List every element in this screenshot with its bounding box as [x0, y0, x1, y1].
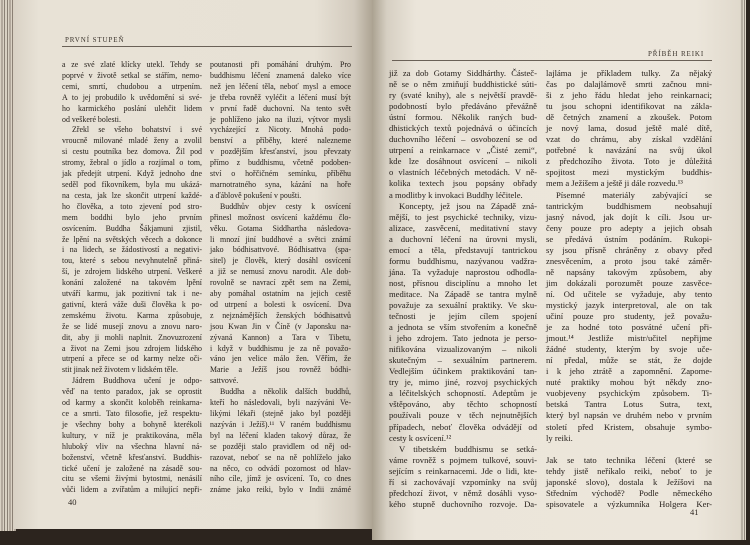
text-line: je nový lama, dosud ještě malé dítě,	[546, 123, 712, 134]
text-line: spisovatele a výzkumníka Holgera Ker-	[546, 498, 712, 509]
text-line: sejícím s reinkarnacemi. Jde o lidi, kte-	[389, 465, 537, 476]
text-line: alizace, zasvěcení, meditativní stavy	[389, 222, 537, 233]
paragraph	[210, 387, 351, 496]
text-line: aby pomáhal ostatním na jejich cestě	[210, 289, 351, 299]
text-line: skutečným – sexuálním partnerem.	[389, 355, 537, 366]
text-line: gativní, která váže duši člověka k po-	[62, 299, 202, 309]
text-line: osvícením. Buddha Šákjamuni zjistil,	[62, 223, 202, 233]
text-line: Zřekl se všeho bohatství i své	[72, 125, 202, 135]
text-line: v první řadě duchovní. Na tento svět	[210, 103, 351, 113]
text-line: Písemné materiály zabývající se	[556, 189, 712, 200]
text-line: váme rovněž s pojmem tulkové, souvi-	[389, 454, 537, 465]
page-edges-right	[740, 0, 746, 540]
text-line: Jak se tato technika léčení (které se	[546, 454, 712, 465]
text-line: stromy, žebral o jídlo a rozjímal o tom,	[62, 158, 202, 168]
text-line: japonské slovo), dostala k Ježíšovi na	[546, 476, 712, 487]
text-line: lajláma je příkladem tulky. Za nějaký	[546, 68, 712, 78]
text-line: buddhismu léčení znamená daleko více	[210, 70, 351, 80]
text-line: věď na tento paradox, jak se oprostit	[62, 387, 202, 397]
header-rule-right	[392, 60, 712, 61]
text-line: zývaná Kannon) a Tara v Tibetu,	[210, 332, 351, 342]
text-line: razovat, neboť se na ně pohlíželo jako	[210, 452, 351, 462]
text-line: utváří karmu, jak pozitivní tak i ne-	[62, 289, 202, 299]
text-line: na cesta, jak lze skončit utrpení každé-	[62, 190, 202, 200]
text-line: formu buddhismu, nazývanou vadžra-	[389, 255, 537, 266]
text-line: duchovního léčení – osvobození se od	[389, 134, 537, 145]
text-line: ho člověka, a toto zjevení pod stro-	[62, 201, 202, 211]
header-rule-left	[62, 46, 352, 47]
text-line: Vedlejším účinkem praktikování tan-	[389, 366, 537, 377]
text-line: od karmy a skončit koloběh reinkarna-	[62, 398, 202, 408]
text-line: jako bódhisattvové. Bódhisattva (spa-	[210, 245, 351, 255]
text-column-right-1	[389, 68, 537, 510]
text-line: čeny pouze pro adepty a jejich obsah	[546, 222, 712, 233]
paragraph	[389, 444, 537, 510]
paragraph	[62, 60, 202, 125]
text-line: učiní pouze pro studenty, jež považu-	[546, 311, 712, 322]
text-line: nuté praktiky mohou být někdy zno-	[546, 377, 712, 388]
text-line: jmout.¹⁴ Jestliže mistr/učitel nepřijme	[546, 333, 712, 344]
text-line: než jen léčení těla, neboť mysl a emoce	[210, 81, 351, 91]
page-number-right: 41	[690, 507, 699, 517]
text-line: jim dokázali porozumět pouze zasvěce-	[546, 277, 712, 288]
paragraph	[62, 125, 202, 376]
text-line: ství o hořčičném semínku, příběhu	[210, 169, 351, 179]
text-line: kého stupně duchovního rozvoje. Da-	[389, 498, 537, 509]
text-line: dě četných znamení a zkoušek. Potom	[546, 112, 712, 123]
text-column-right-2	[546, 68, 712, 510]
text-line: a modlitby k invokaci Buddhy léčitele.	[389, 189, 523, 200]
text-line: již za dob Gotamy Siddhárthy. Částeč-	[389, 68, 537, 78]
text-line: Koncepty, jež jsou na Západě zná-	[399, 200, 537, 211]
text-line: o vlastních léčebných metodách. V ně-	[389, 167, 537, 178]
text-line: kde lze dosáhnout osvícení – nikoli	[389, 156, 537, 167]
text-column-left-1	[62, 60, 202, 496]
paragraph	[546, 455, 712, 510]
text-line: emocí a těla, představují tantrickou	[389, 244, 537, 255]
text-line: případech, neboť člověka odvádějí od	[389, 421, 537, 432]
text-line: spojitost mezi mystickým buddhis-	[546, 167, 712, 178]
text-line: na něco, co odvádí pozornost od hlav-	[210, 463, 351, 473]
text-line: a jednota se vším stvořením a konečně	[389, 322, 537, 333]
text-line: boženství, včetně křesťanství. Buddhis-	[62, 452, 202, 462]
text-line: li mnozí jiní buddhové a světci známí	[210, 234, 351, 244]
text-line: poprvé v životě setkal se stářím, nemo-	[62, 70, 202, 80]
text-line: mější, to jest psychické techniky, vizu-	[389, 211, 537, 222]
text-line: nost, přísnou disciplínu a mnoho let	[389, 277, 537, 288]
text-line: tu jsou schopni identifikovat na zákla-	[546, 101, 712, 112]
text-line: cesty k osvícení.¹²	[389, 432, 452, 443]
text-line: žádné studenty, kterým by svoje uče-	[546, 344, 712, 355]
text-line: je třeba rovněž vyléčit a léčení musí být	[210, 92, 351, 102]
text-line: ší, je zdrojem lidského utrpení. Veškeré	[62, 267, 202, 277]
text-line: zemskému životu. Karma způsobuje,	[62, 310, 202, 320]
text-line: ně se o něm zmiňují buddhistické súti-	[389, 79, 537, 90]
text-line: kteří ho následovali, byli nazýváni Ve-	[210, 398, 351, 408]
text-line: se později stalo pravidlem od něj od-	[210, 441, 351, 451]
paragraph	[546, 68, 712, 190]
text-line: je pohlíženo jako na iluzi, výtvor mysli	[210, 114, 351, 124]
paragraph	[210, 202, 351, 387]
text-line: je za hodné toto posvátné učení při-	[546, 322, 712, 333]
text-line: i jeho zdrojem. Tato jednota je perso-	[389, 333, 537, 344]
text-line: V tibetském buddhismu se setká-	[399, 443, 537, 454]
text-line: try je, mimo jiné, rozvoj psychických	[389, 377, 537, 388]
text-line: přinesl možnost osvícení každému člo-	[210, 212, 351, 222]
text-line: který byl napsán ve druhém nebo v prvním	[546, 410, 712, 421]
text-line: utrpení a přece se od karmy nelze oči-	[62, 354, 202, 364]
text-line: jsou Kwan Jin v Číně (v Japonsku na-	[210, 321, 351, 331]
text-line: Buddha a několik dalších buddhů,	[220, 387, 351, 397]
text-line: byl na léčení kladen takový důraz, že	[210, 430, 351, 440]
text-line: ústní formou. Několik raných bud-	[389, 112, 537, 123]
text-line: jasný návod, jak dojít k cíli. Jsou ur-	[546, 211, 712, 222]
text-line: tehdy jistě neříkalo reiki, neboť to je	[546, 465, 712, 476]
text-line: mystický jazyk interpretoval, ale on tak	[546, 299, 712, 310]
text-line: hluboký vliv na všechna hlavní ná-	[62, 441, 202, 451]
text-line: vycházející z Nicoty. Mnohá podo-	[210, 125, 351, 135]
text-line: známe jako reiki, bylo v Indii známé	[210, 485, 351, 495]
text-line: z předchozího života. Toto je důležitá	[546, 156, 712, 167]
running-head-left: PRVNÍ STUPEŇ	[65, 36, 125, 44]
text-line: věku. Gotama Siddhartha následova-	[210, 223, 351, 233]
text-line: podobností bylo předáváno převážně	[389, 101, 537, 112]
text-line: z nejznámějších ženských bódhisattvů	[210, 310, 351, 320]
text-line: a léčitelských schopností. Adeptům je	[389, 388, 537, 399]
text-line: že se lidé musejí znovu a znovu naro-	[62, 321, 202, 331]
text-line: sitel) je člověk, který dosáhl osvícení	[210, 256, 351, 266]
text-line: znesvěcením, a proto jsou také záměr-	[546, 255, 712, 266]
text-line: A to jej probudilo k uvědomění si své-	[62, 92, 202, 102]
text-line: poutanosti při pomáhání druhým. Pro	[210, 60, 351, 69]
text-line: utrpení a reinkarnace v „Čisté zemi“,	[389, 145, 537, 156]
text-line: a život na Zemi jsou zdrojem lidského	[62, 343, 202, 353]
text-line: kultury, v níž je praktikována, měla	[62, 430, 202, 440]
text-line: ly reiki.	[546, 432, 573, 443]
text-line: tantrickým buddhismem neobsahují	[546, 200, 712, 211]
text-line: se předává ústním podáním. Rukopi-	[546, 233, 712, 244]
text-line: mem a Ježíšem a ještě ji dále rozvedu.¹³	[546, 178, 683, 189]
text-line: od utrpení a bolesti k osvícení. Dva	[210, 299, 351, 309]
text-line: vůči lidem a zvířatům a milující nepři-	[62, 485, 202, 495]
text-line: Středním východě? Podle německého	[546, 487, 712, 498]
text-line: seděl pod fíkovníkem, byla mu ukázá-	[62, 179, 202, 189]
text-line: cemi, smrtí, chudobou a utrpením.	[62, 81, 202, 91]
text-line: vuobjeveny psychickým způsobem. Ti-	[546, 388, 712, 399]
paragraph	[389, 201, 537, 444]
text-line: tečnosti je jejím cílem spojení	[389, 311, 537, 322]
text-line: v pozdějším křesťanství, jsou převzaty	[210, 147, 351, 157]
text-line: ně napsány takovým způsobem, aby	[546, 266, 712, 277]
text-line: a ďáblově pokušení v poušti.	[210, 190, 302, 200]
text-line: jána. Ta vyžaduje naprostou odhodla-	[389, 266, 537, 277]
text-line: ce a smrti. Tato filosofie, jež respektu-	[62, 409, 202, 418]
text-line: a duchovní léčení na úrovni mysli,	[389, 233, 537, 244]
text-line: citu se všemi živými bytostmi, nenásilí	[62, 474, 202, 484]
text-line: stit jinak než životem v lidském těle.	[62, 365, 178, 375]
section-break	[546, 444, 712, 455]
text-line: konání založené na takovém lpění	[62, 278, 202, 288]
text-line: kolika textech jsou popsány obřady	[389, 178, 537, 189]
paragraph	[210, 60, 351, 202]
text-line: je všechny bohy a bohyně kterékoli	[62, 419, 202, 429]
text-line: sattvové.	[210, 376, 239, 386]
text-line: Jádrem Buddhova učení je odpo-	[72, 376, 202, 386]
text-line: a ze své zlaté klícky utekl. Tehdy se	[62, 60, 202, 69]
text-line: čas po dalajlámově smrti začnou mni-	[546, 79, 712, 90]
text-line: ry (svaté knihy), ale s největší pravdě-	[389, 90, 537, 101]
text-line: sy jsou přísně chráněny z obavy před	[546, 244, 712, 255]
paragraph	[62, 376, 202, 496]
page-number-left: 40	[68, 497, 77, 507]
text-line: Buddhův objev cesty k osvícení	[220, 201, 351, 211]
text-line: vštěpováno, aby těchto schopností	[389, 399, 537, 410]
text-line: přímo z buddhismu, včetně podoben-	[210, 158, 351, 168]
text-line: nifikována vizualizovaným – nikoli	[389, 344, 537, 355]
text-line: i když v buddhismu je za ně považo-	[210, 343, 351, 353]
text-line: i na lidech, se žádostivostí a negativi-	[62, 245, 202, 255]
text-line: tou, které s sebou nevyhnutelně přiná-	[62, 256, 202, 266]
text-column-left-2	[210, 60, 351, 496]
paragraph	[389, 68, 537, 201]
text-line: mem boddhi bylo jeho prvním	[62, 212, 202, 222]
text-line: dhistických textů pojednává o účincích	[389, 123, 537, 134]
text-line: nazýván i Ježíš).¹¹ V raném buddhismu	[210, 419, 351, 429]
text-line: betská Tantra Lotus Sutra, text,	[546, 399, 712, 410]
text-line: vroucně milované mladé ženy a zvolil	[62, 136, 202, 146]
text-line: od veškeré bolesti.	[62, 114, 121, 124]
text-line: meditace. Na Západě se tantra mylně	[389, 288, 537, 299]
text-line: používali pouze v těch nejnutnějších	[389, 410, 537, 421]
text-line: že lpění na světských věcech a dokonce	[62, 234, 202, 244]
text-line: si cestu poutníka bez domova. Žil pod	[62, 147, 202, 157]
text-line: považuje za sexuální praktiky. Ve sku-	[389, 299, 537, 310]
text-line: předchozí život, v němž dosáhli vyso-	[389, 487, 537, 498]
running-head-right: PŘÍBĚH REIKI	[648, 50, 705, 58]
text-line: a již se nemusí znovu narodit. Ale dob-	[210, 267, 351, 277]
text-line: století před Kristem, obsahuje symbo-	[546, 421, 712, 432]
text-line: marnotratného syna, kázání na hoře	[210, 179, 351, 189]
text-line: benství a příběhy, které nalezneme	[210, 136, 351, 146]
text-line: ního cíle, jímž je osvícení. To, co dnes	[210, 474, 351, 484]
text-line: váno jen velice málo žen. Věřím, že	[210, 354, 351, 364]
text-line: dit, aby ji mohli naplnit. Znovuzrození	[62, 332, 202, 342]
text-line: ho karmického poslání ulehčit lidem	[62, 103, 202, 113]
text-line: potřebné k navázání na svůj úkol	[546, 145, 712, 156]
text-line: Marie a Ježíš jsou rovněž bódhi-	[210, 365, 351, 375]
text-line: tické učení je založené na zásadě sou-	[62, 463, 202, 473]
text-line: i k jeho ztrátě a zapomnění. Zapome-	[546, 366, 712, 377]
text-line: ši z jeho řádu hledat jeho reinkarnaci;	[546, 90, 712, 101]
text-line: vzat do chrámu, aby získal vzdělání	[546, 134, 712, 145]
text-line: ří si zachovávají vzpomínky na svůj	[389, 476, 537, 487]
text-line: jak předejít utrpení. Když jednoho dne	[62, 169, 202, 179]
text-line: ní. Od učitele se vyžaduje, aby tento	[546, 288, 712, 299]
text-line: likými lékaři (stejně jako byl později	[210, 409, 351, 418]
text-line: ní předal, může se stát, že dojde	[546, 355, 712, 366]
paragraph	[546, 190, 712, 444]
text-line: rovolně se navrací zpět sem na Zemi,	[210, 278, 351, 288]
